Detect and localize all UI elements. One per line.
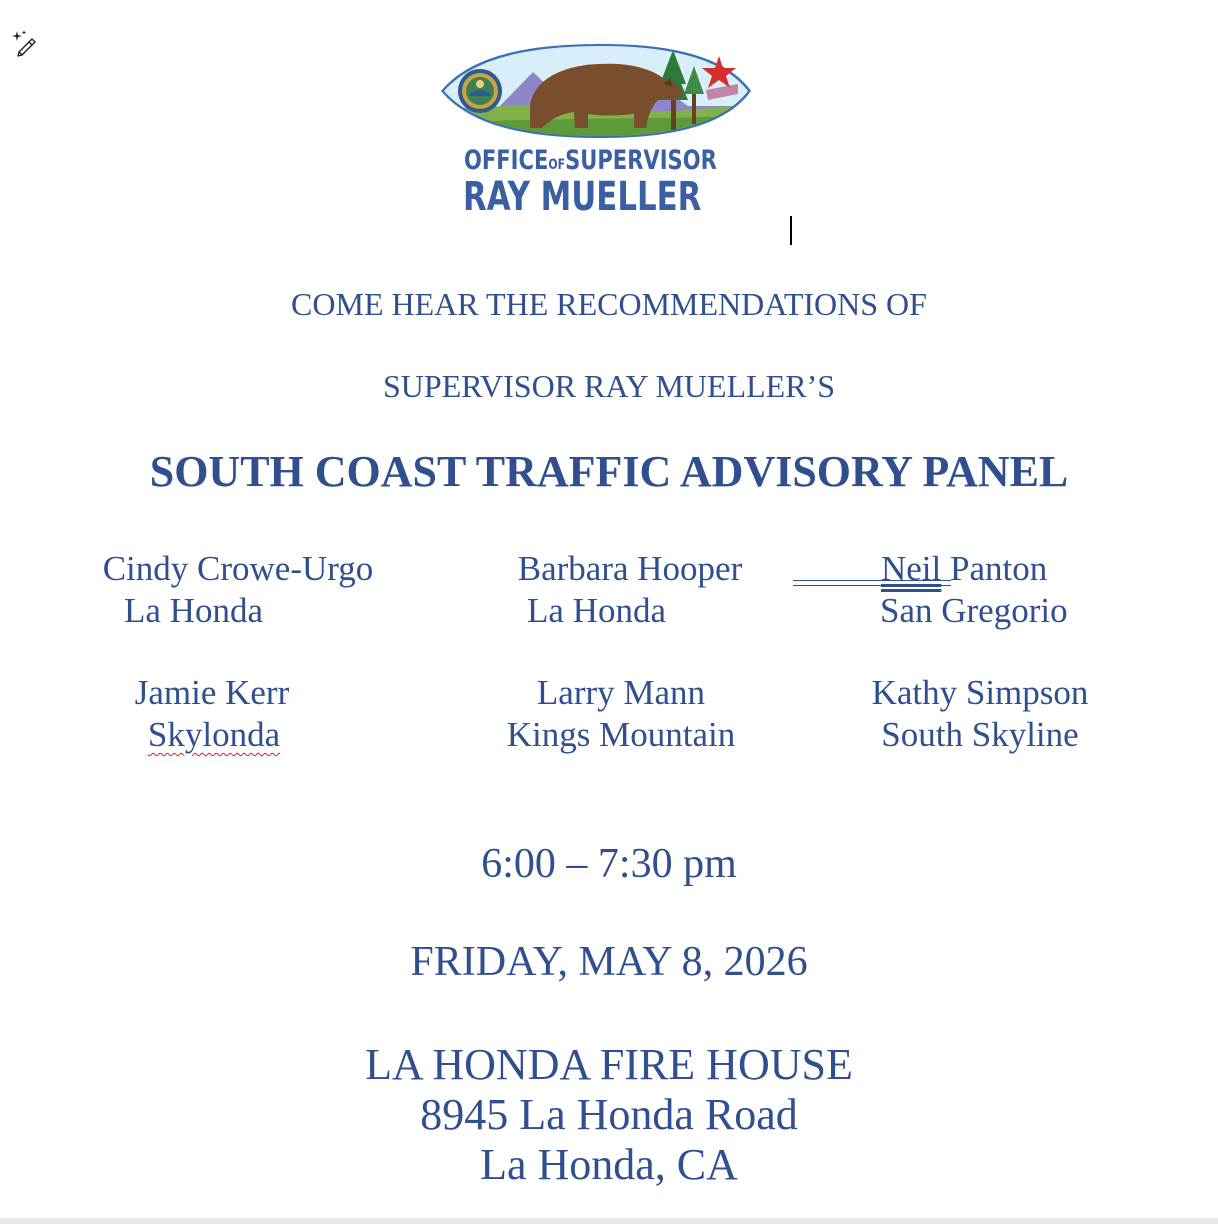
logo-text-name: RAY MUELLER	[463, 174, 702, 220]
member-name: Barbara Hooper	[517, 549, 743, 588]
headline-panel-title: SOUTH COAST TRAFFIC ADVISORY PANEL	[149, 447, 1069, 496]
surfboard-bear-emblem-icon	[438, 44, 752, 140]
page-bottom-edge	[0, 1218, 1218, 1224]
member-name: Jamie Kerr	[134, 673, 290, 712]
panel-member	[461, 672, 781, 756]
event-date: FRIDAY, MAY 8, 2026	[410, 939, 808, 985]
event-time: 6:00 – 7:30 pm	[481, 841, 737, 887]
headline-line-1: COME HEAR THE RECOMMENDATIONS OF	[291, 286, 927, 322]
member-name: Cindy Crowe-Urgo	[102, 549, 374, 588]
headline-line-2: SUPERVISOR RAY MUELLER’S	[382, 368, 836, 404]
panel-member	[825, 548, 1145, 632]
member-name: Kathy Simpson	[871, 673, 1089, 712]
text-cursor	[790, 216, 792, 245]
member-name: Larry Mann	[536, 673, 706, 712]
member-location: La Honda	[124, 591, 263, 630]
member-location: Skylonda	[147, 715, 281, 754]
panel-member	[820, 672, 1140, 756]
magic-wand-pencil-icon[interactable]	[10, 28, 40, 58]
panel-member	[52, 672, 372, 756]
member-location: Kings Mountain	[506, 715, 736, 754]
venue-city: La Honda, CA	[480, 1140, 738, 1189]
member-first-name: Neil	[881, 549, 942, 588]
panel-member	[470, 548, 790, 632]
panel-member	[78, 548, 398, 632]
member-location: South Skyline	[881, 715, 1079, 754]
logo-text-office-of-supervisor: OFFICEOFSUPERVISOR	[464, 145, 717, 176]
member-name	[825, 548, 1145, 590]
venue-address: 8945 La Honda Road	[420, 1090, 798, 1139]
event-venue-block	[0, 1040, 1218, 1190]
member-location: La Honda	[527, 591, 666, 630]
member-location: San Gregorio	[880, 591, 1068, 630]
venue-name: LA HONDA FIRE HOUSE	[365, 1040, 853, 1089]
member-last-name: Panton	[941, 549, 1048, 588]
